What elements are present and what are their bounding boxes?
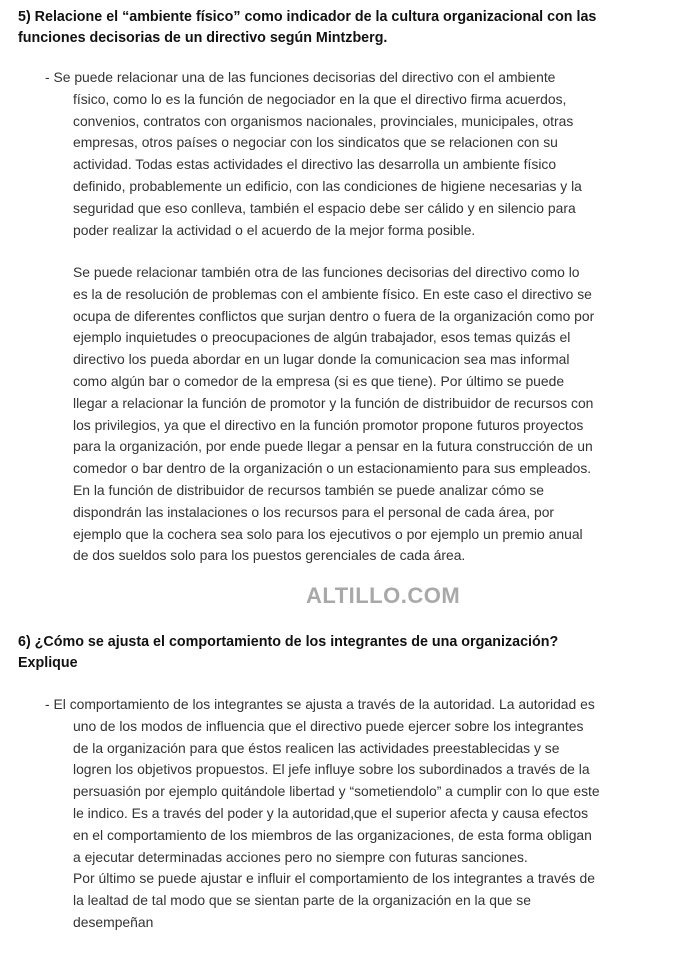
text-line: dispondrán las instalaciones o los recursos para el personal de cada área, por	[73, 503, 555, 520]
text-line: - Se puede relacionar una de las funciones decisorias del directivo con el ambiente	[45, 69, 556, 85]
text-line: definido, probablemente un edificio, con las condiciones de higiene necesarias y la	[73, 177, 582, 194]
question-5-heading	[18, 7, 688, 49]
heading-line: Explique	[18, 655, 78, 671]
text-line: ejemplo inquietudes o preocupaciones de algún trabajador, esos temas quizás el	[73, 329, 571, 346]
q6-answer-paragraph	[45, 694, 693, 934]
text-line: Por último se puede ajustar e influir el comportamiento de los integrantes a través de	[73, 870, 595, 887]
text-line: llegar a relacionar la función de promotor y la función de distribuidor de recursos con	[73, 394, 594, 411]
text-line: como algún bar o comedor de la empresa (si es que tiene). Por último se puede	[73, 372, 565, 389]
text-line: seguridad que eso conlleva, también el espacio debe ser cálido y en silencio para	[73, 199, 576, 216]
text-line: actividad. Todas estas actividades el directivo las desarrolla un ambiente físico	[73, 156, 557, 173]
text-line: poder realizar la actividad o el acuerdo de la mejor forma posible.	[73, 221, 476, 238]
question-6-heading	[18, 632, 688, 674]
heading-line: 6) ¿Cómo se ajusta el comportamiento de los integrantes de una organización?	[18, 634, 559, 650]
text-line: la lealtad de tal modo que se sientan parte de la organización en la que se	[73, 892, 531, 909]
text-line: de dos sueldos solo para los puestos gerenciales de cada área.	[73, 547, 466, 564]
q5-answer-paragraph-1	[45, 67, 693, 241]
text-line: empresas, otros países o negociar con los sindicatos que se relacionen con su	[73, 134, 558, 151]
text-line: Se puede relacionar también otra de las funciones decisorias del directivo como lo	[73, 264, 580, 280]
q5-answer-paragraph-2	[73, 262, 693, 567]
text-line: ocupa de diferentes conflictos que surjan dentro o fuera de la organización como por	[73, 307, 595, 324]
text-line: ejemplo que la cochera sea solo para los ejecutivos o por ejemplo un premio anual	[73, 525, 583, 542]
text-line: le indico. Es a través del poder y la autoridad,que el superior afecta y causa efectos	[73, 804, 589, 821]
heading-line: 5) Relacione el “ambiente físico” como indicador de la cultura organizacional con las	[18, 9, 597, 25]
text-line: En la función de distribuidor de recursos también se puede analizar cómo se	[73, 481, 545, 498]
text-line: comedor o bar dentro de la organización o un estacionamiento para sus empleados.	[73, 460, 592, 477]
text-line: directivo los pueda abordar en un lugar donde la comunicacion sea mas informal	[73, 351, 570, 368]
text-line: persuasión por ejemplo quitándole libertad y “sometiendolo” a cumplir con lo que este	[73, 783, 600, 800]
text-line: uno de los modos de influencia que el directivo puede ejercer sobre los integrantes	[73, 717, 584, 734]
text-line: en el comportamiento de los miembros de las organizaciones, de esta forma obligan	[73, 826, 592, 843]
heading-line: funciones decisorias de un directivo según Mintzberg.	[18, 30, 388, 46]
text-line: logren los objetivos propuestos. El jefe influye sobre los subordinados a través de la	[73, 761, 590, 778]
text-line: de la organización para que éstos realicen las actividades preestablecidas y se	[73, 739, 560, 756]
text-line: convenios, contratos con organismos nacionales, provinciales, municipales, otras	[73, 112, 574, 129]
text-line: a ejecutar determinadas acciones pero no siempre con futuras sanciones.	[73, 848, 528, 865]
text-line: - El comportamiento de los integrantes se ajusta a través de la autoridad. La autoridad es	[45, 696, 595, 712]
text-line: físico, como lo es la función de negociador en la que el directivo firma acuerdos,	[73, 90, 567, 107]
altillo-watermark: ALTILLO.COM	[306, 583, 461, 608]
text-line: desempeñan	[73, 913, 154, 930]
text-line: es la de resolución de problemas con el ambiente físico. En este caso el directivo se	[73, 285, 592, 302]
text-line: los privilegios, ya que el directivo en la función promotor propone futuros proyectos	[73, 416, 584, 433]
text-line: para la organización, por ende puede llegar a pensar en la futura construcción de un	[73, 438, 593, 455]
